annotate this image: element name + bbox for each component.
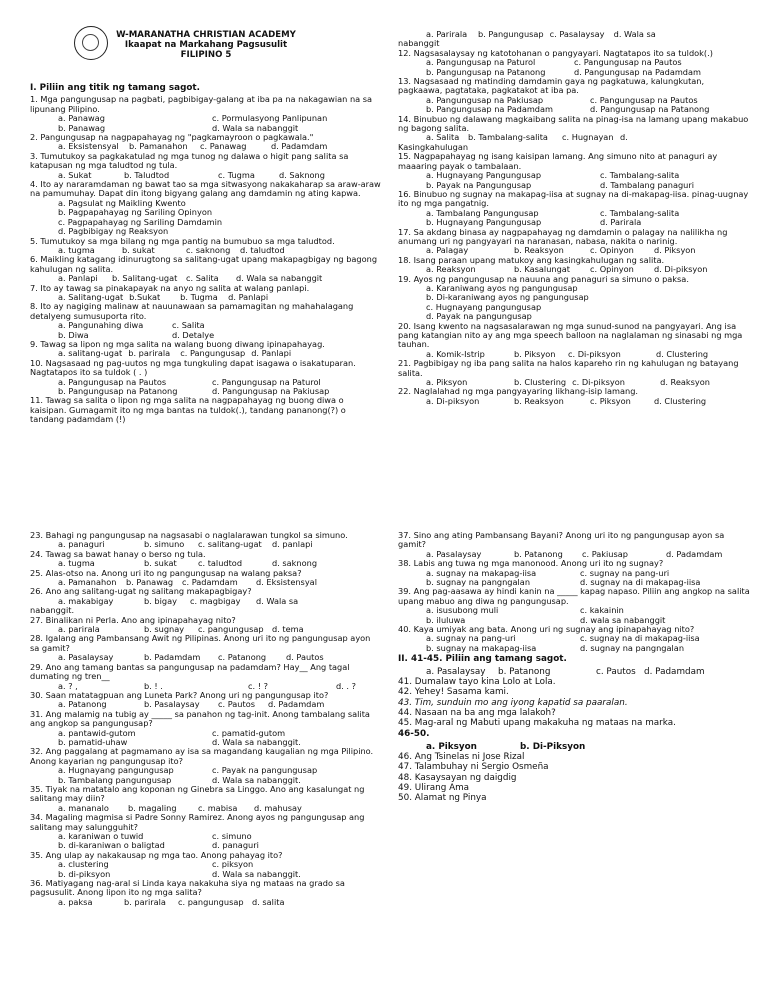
choice-option: a. sugnay na pang-uri: [426, 633, 516, 644]
choice-option: c. Pangungusap na Paturol: [212, 376, 321, 387]
exam-header: [30, 30, 382, 82]
question-line: 13. Nagsasaad ng matinding damdamin gaya ng pagkatuwa, kalungkutan, pagkaawa, pagtataka, pagkatakot at iba pa.: [398, 76, 705, 96]
choice-option: a. isusubong muli: [426, 605, 499, 616]
choice-option: d.: [620, 132, 628, 143]
choice-option: c. Pangungusap na Pautos: [574, 57, 682, 68]
question-line: 31. Ang malamig na tubig ay _____ sa panahon ng tag-init. Anong tambalang salita ang angkop sa pangungusap?: [30, 708, 370, 729]
choice-option: c. Padamdam: [182, 577, 238, 588]
choice-option: d. Padamdam: [644, 666, 705, 677]
question-line: 24. Tawag sa bawat hanay o berso ng tula.: [30, 548, 206, 559]
choice-option: c. Pautos: [596, 666, 636, 677]
column-4-body: [398, 531, 750, 804]
choice-option: d. Saknong: [279, 169, 325, 180]
question-line: 37. Sino ang ating Pambansang Bayani? Anong uri ito ng pangungusap ayon sa gamit?: [398, 530, 725, 550]
choice-option: a. Salita: [426, 132, 460, 143]
choice-option: a. pantawid-gutom: [58, 727, 136, 738]
choice-option: c. Pasalaysay: [549, 29, 605, 39]
question-line: 25. Alas-otso na. Anong uri ito ng pangungusap na walang paksa?: [30, 567, 302, 578]
choices-row: [30, 597, 382, 606]
choice-option: a. Pangunahing diwa: [58, 320, 144, 331]
choice-option: a. Pangungusap na Pakiusap: [426, 94, 544, 105]
choice-option: a. Reaksyon: [426, 264, 476, 275]
choice-option: a. sugnay na makapag-iisa: [426, 567, 537, 578]
choice-option: b. Tugma: [180, 291, 218, 302]
question-line: 20. Isang kwento na nagsasalarawan ng mga sunud-sunod na pangyayari. Ang isa pang katangian nito ay ang mga speech balloon na naglalaman ng sinasabi ng mga tauhan.: [398, 320, 743, 350]
choice-option: a. makabigay: [58, 595, 114, 606]
question-line: 17. Sa akdang binasa ay nagpapahayag ng damdamin o palagay na nalilikha ng anumang uri ng pangyayari na naranasan, nabasa, nakita o narinig.: [398, 226, 728, 246]
choice-option: b. Di-Piksyon: [520, 741, 586, 752]
choice-option: b. Payak na Pangungusap: [426, 179, 532, 190]
choice-option: d. panaguri: [212, 840, 259, 851]
choice-option: c. pamatid-gutom: [212, 727, 286, 738]
question-line: 23. Bahagi ng pangungusap na nagsasabi o naglalarawan tungkol sa simuno.: [30, 530, 348, 540]
choices-row: [398, 397, 750, 406]
choice-option: b. parirala: [124, 896, 166, 907]
column-4: [398, 531, 750, 804]
choice-option: c. Pagpapahayag ng Sariling Damdamin: [58, 216, 223, 227]
choice-option: a. Panawag: [58, 113, 105, 124]
question-line: 40. Kaya umiyak ang bata. Anong uri ng sugnay ang ipinapahayag nito?: [398, 624, 695, 635]
choice-option: a. mananalo: [58, 802, 109, 813]
choice-option: a. Patanong: [58, 699, 107, 710]
choice-option: d. Di-piksyon: [654, 264, 708, 275]
choices-row: [398, 644, 750, 653]
question-line: 41. Dumalaw tayo kina Lolo at Lola.: [398, 676, 556, 687]
choices-row: [398, 742, 750, 752]
question-line: 29. Ano ang tamang bantas sa pangungusap na padamdam? Hay__ Ang tagal dumating ng tren__: [30, 661, 350, 682]
choice-option: b. Patanong: [498, 666, 551, 677]
choice-option: c. salitang-ugat: [198, 539, 262, 550]
question-line: 26. Ano ang salitang-ugat ng salitang makapagbigay?: [30, 586, 252, 597]
choice-option: a. panaguri: [58, 539, 105, 550]
choice-option: d. Padamdam: [666, 548, 723, 559]
question-line: 47. Talambuhay ni Sergio Osmeña: [398, 762, 549, 773]
choice-option: a. Di-piksyon: [426, 395, 480, 406]
choice-option: d. Detalye: [172, 329, 215, 340]
choice-option: c. Salita: [186, 273, 219, 284]
choice-option: a. tugma: [58, 244, 95, 255]
choice-option: d. Wala sa nabanggit.: [212, 774, 301, 785]
choice-option: d. Panlapi: [251, 348, 292, 359]
choice-option: a. Piksyon: [426, 377, 468, 388]
choice-option: a. karaniwan o tuwid: [58, 831, 144, 841]
choice-option: a. ? ,: [58, 680, 78, 691]
choice-option: d. saknong: [272, 558, 318, 569]
choice-option: c. Di-piksyon: [572, 377, 625, 388]
question-line: Kasingkahulugan: [398, 141, 469, 152]
choice-option: d. Wala sa nabanggit: [212, 122, 299, 133]
choice-option: a. Salitang-ugat: [58, 291, 124, 302]
choice-option: c. Tambalang-salita: [600, 207, 680, 218]
choice-option: a. clustering: [58, 859, 109, 870]
choice-option: d. Piksyon: [654, 245, 696, 256]
choice-option: d. Wala sa nabanggit: [236, 273, 323, 284]
question-line: 6. Maikling katagang idinurugtong sa salitang-ugat upang makapagbigay ng bagong kahulugan ng salita.: [30, 254, 378, 274]
question-line: 15. Nagpapahayag ng isang kaisipan lamang. Ang simuno nito at panaguri ay maaaring payak o tambalaan.: [398, 151, 718, 171]
choice-option: b. Pangungusap na Patanong: [426, 66, 546, 77]
choice-option: b. sukat: [144, 558, 177, 569]
choice-option: d. salita: [252, 896, 285, 907]
choice-option: a. Tambalang Pangungusap: [426, 207, 539, 218]
choice-option: c. Tugma: [218, 169, 255, 180]
choice-option: b. Reaksyon: [514, 245, 564, 256]
school-seal-icon: [74, 26, 108, 60]
question-line: 44. Nasaan na ba ang mga lalakoh?: [398, 707, 556, 718]
choice-option: b. sugnay: [144, 624, 185, 635]
question-line: nabanggit: [398, 38, 440, 49]
question-line: 3. Tumutukoy sa pagkakatulad ng mga tunog ng dalawa o higit pang salita sa katapusan ng mga taludtod ng tula.: [30, 150, 349, 171]
choice-option: d. Clustering: [654, 395, 707, 406]
choice-option: a. Panlapi: [58, 273, 98, 284]
choice-option: c. pangungusap: [198, 624, 264, 635]
choice-option: c. Hugnayang pangungusap: [426, 301, 542, 312]
question-line: 22. Naglalahad ng mga pangyayaring likhang-isip lamang.: [398, 386, 639, 397]
choice-option: d. mahusay: [254, 802, 302, 813]
question-line: 18. Isang paraan upang matukoy ang kasingkahulugan ng salita.: [398, 254, 665, 265]
column-2-body: [398, 30, 750, 406]
column-1: [30, 30, 382, 425]
choice-option: a. Piksyon: [426, 741, 477, 752]
choice-option: b. Clustering: [514, 377, 567, 388]
choice-option: b. bigay: [144, 595, 177, 606]
choice-option: b. Pagpapahayag ng Sariling Opinyon: [58, 207, 213, 218]
choice-option: d. Wala sa: [256, 595, 299, 606]
choice-option: c. kakainin: [580, 605, 624, 616]
question-line: 35. Ang ulap ay nakakausap ng mga tao. Anong pahayag ito?: [30, 849, 283, 860]
choice-option: b. Pangungusap na Patanong: [58, 386, 178, 396]
question-line: 46-50.: [398, 729, 430, 740]
question-line: nabanggit.: [30, 605, 75, 616]
choice-option: c. pangungusap: [178, 896, 244, 907]
choice-option: a. Pasalaysay: [426, 666, 486, 677]
question-line: 43. Tim, sunduin mo ang iyong kapatid sa paaralan.: [398, 697, 628, 708]
choice-option: d. Payak na pangungusap: [426, 311, 532, 322]
choice-option: d. . ?: [336, 680, 356, 691]
choice-option: c. Pormulasyong Panlipunan: [212, 113, 328, 124]
choice-option: a. Pangungusap na Paturol: [426, 57, 536, 68]
question-line: II. 41-45. Piliin ang tamang sagot.: [398, 654, 567, 665]
choice-option: c. Pautos: [218, 699, 255, 710]
choice-option: d. Wala sa nabanggit.: [212, 868, 301, 879]
choice-option: b. magaling: [128, 802, 177, 813]
question-line: 42. Yehey! Sasama kami.: [398, 687, 509, 698]
choice-option: b. sugnay na pangngalan: [426, 577, 531, 588]
choice-option: d. sugnay na di makapag-iisa: [580, 577, 701, 588]
choice-option: c. sugnay na pang-uri: [580, 567, 670, 578]
choice-option: d. Pangungusap na Padamdam: [574, 66, 701, 77]
question-line: 16. Binubuo ng sugnay na makapag-iisa at sugnay na di-makapag-iisa. pinag-uugnay ito ng mga pangatnig.: [398, 188, 749, 209]
question-line: 2. Pangungusap na nagpapahayag ng "pagkamayroon o pagkawala.": [30, 132, 314, 143]
choice-option: a. salitang-ugat: [58, 348, 123, 359]
question-line: 10. Nagsasaad ng pag-uutos ng mga tungkuling dapat isagawa o isakatuparan. Nagtatapos ito sa tuldok ( . ): [30, 357, 356, 378]
choice-option: b. Pangungusap na Padamdam: [426, 104, 553, 115]
question-line: I. Piliin ang titik ng tamang sagot.: [30, 83, 200, 93]
choice-option: a. Pasalaysay: [58, 652, 114, 663]
choice-option: c. Tambalang-salita: [600, 170, 680, 181]
choice-option: d. Padamdam: [268, 699, 325, 710]
exam-title: Ikaapat na Markahang Pagsusulit: [124, 40, 288, 50]
choice-option: d. wala sa nabanggit: [580, 614, 666, 625]
choice-option: b. Pamanahon: [129, 141, 188, 152]
choice-option: c. Hugnayan: [562, 132, 614, 143]
choice-option: d. sugnay na pangngalan: [580, 642, 685, 653]
choice-option: b. Panawag: [58, 122, 106, 133]
choice-option: b. Patanong: [514, 548, 563, 559]
choice-option: a. tugma: [58, 558, 95, 569]
choice-option: b. Diwa: [58, 329, 89, 340]
choice-option: d. Clustering: [656, 348, 709, 359]
choice-option: a. Karaniwang ayos ng pangungusap: [426, 282, 578, 293]
choice-option: b. Taludtod: [124, 169, 170, 180]
choice-option: d. Wala sa nabanggit.: [212, 736, 301, 747]
choice-option: c. Salita: [172, 320, 205, 331]
question-line: 49. Ulirang Ama: [398, 783, 470, 794]
question-line: 45. Mag-aral ng Mabuti upang makakuha ng mataas na marka.: [398, 718, 676, 729]
choices-row: [398, 30, 750, 39]
choice-option: b. Piksyon: [514, 348, 556, 359]
choice-option: b. parirala: [128, 348, 171, 359]
choice-option: d. Eksistensyal: [256, 577, 317, 588]
choice-option: b. Hugnayang Pangungusap: [426, 217, 542, 228]
choice-option: b. Pasalaysay: [144, 699, 200, 710]
choice-option: d. tema: [272, 624, 304, 635]
choice-option: b.Sukat: [129, 291, 161, 302]
question-line: 30. Saan matatagpuan ang Luneta Park? Anong uri ng pangungusap ito?: [30, 689, 329, 700]
choice-option: b. Salitang-ugat: [112, 273, 178, 284]
choice-option: c. taludtod: [198, 558, 243, 569]
question-line: 38. Labis ang tuwa ng mga manonood. Anong uri ito ng sugnay?: [398, 558, 664, 569]
choice-option: c. magbigay: [190, 595, 241, 606]
question-line: 19. Ayos ng pangungusap na nauuna ang panaguri sa simuno o paksa.: [398, 273, 689, 284]
subject-title: FILIPINO 5: [180, 50, 232, 60]
question-line: 9. Tawag sa lipon ng mga salita na walang buong diwang ipinapahayag.: [30, 338, 325, 349]
choice-option: c. Opinyon: [590, 245, 634, 256]
question-line: 12. Nagsasalaysay ng katotohanan o pangyayari. Nagtatapos ito sa tuldok(.): [398, 47, 713, 58]
choice-option: b. di-karaniwan o baligtad: [58, 840, 165, 851]
choice-option: a. Hugnayang Pangungusap: [426, 170, 542, 181]
question-line: 4. Ito ay nararamdaman ng bawat tao sa mga sitwasyong nakakaharap sa araw-araw na pamumuhay. Dapat din itong bigyang galang ang damdamin ng ating kapwa.: [30, 179, 381, 199]
choice-option: c. Pangungusap na Pautos: [590, 94, 698, 105]
choice-option: c. saknong: [186, 244, 231, 255]
choice-option: b. di-piksyon: [58, 868, 111, 879]
choice-option: b. Pangungusap: [478, 29, 544, 39]
choice-option: d. Pangungusap na Patanong: [590, 104, 710, 115]
question-line: 8. Ito ay nagiging malinaw at nauunawaan sa pamamagitan ng mahahalagang detalyeng sumusuporta rito.: [30, 301, 354, 321]
question-line: 28. Igalang ang Pambansang Awit ng Pilipinas. Anong uri ito ng pangungusap ayon sa gamit?: [30, 633, 371, 653]
choice-option: d. taludtod: [240, 244, 285, 255]
choice-option: b. Tambalang pangungusap: [58, 774, 172, 785]
school-name: W-MARANATHA CHRISTIAN ACADEMY: [116, 30, 296, 40]
choice-option: d. Pangungusap na Pakiusap: [212, 386, 330, 396]
choice-option: b. ! .: [144, 680, 163, 691]
choice-option: c. simuno: [212, 831, 252, 841]
choice-option: a. Pagsulat ng Maikling Kwento: [58, 197, 186, 208]
choice-option: c. ! ?: [248, 680, 268, 691]
choice-option: d. panlapi: [272, 539, 313, 550]
question-line: 1. Mga pangungusap na pagbati, pagbibigay-galang at iba pa na nakagawian na sa lipunang Pilipino.: [30, 94, 373, 114]
choice-option: a. parirala: [58, 624, 100, 635]
choice-option: d. Pagbibigay ng Reaksyon: [58, 226, 169, 237]
question-line: 7. Ito ay tawag sa pinakapayak na anyo ng salita at walang panlapi.: [30, 282, 310, 293]
question-line: 50. Alamat ng Pinya: [398, 793, 487, 804]
question-line: 35. Tiyak na matatalo ang koponan ng Ginebra sa Linggo. Ano ang kasalungat ng salitang may diin?: [30, 783, 365, 804]
question-line: 36. Matiyagang nag-aral si Linda kaya nakakuha siya ng mataas na grado sa pagsusulit. Anong lipon ito ng mga salita?: [30, 878, 345, 898]
choices-row: [30, 898, 382, 907]
question-line: 5. Tumutukoy sa mga bilang ng mga pantig na bumubuo sa mga taludtod.: [30, 235, 335, 246]
question-line: 21. Pagbibigay ng iba pang salita na halos kapareho rin ng kahulugan ng batayang salita.: [398, 358, 739, 378]
choice-option: b. Panawag: [126, 577, 174, 588]
question-line: 34. Magaling magmisa si Padre Sonny Ramirez. Anong ayos ng pangungusap ang salitang may salungguhit?: [30, 812, 365, 832]
choice-option: c. Di-piksyon: [568, 348, 621, 359]
column-3: [30, 531, 382, 907]
choice-option: c. sugnay na di makapag-iisa: [580, 633, 700, 644]
choice-option: b. Tambalang-salita: [468, 132, 548, 143]
choice-option: a. Pangungusap na Pautos: [58, 376, 167, 387]
column-1-body: [30, 84, 382, 425]
choice-option: a. Sukat: [58, 169, 92, 180]
choice-option: a. Komik-Istrip: [426, 348, 485, 359]
column-2: [398, 30, 750, 406]
choice-option: b. Reaksyon: [514, 395, 564, 406]
choice-option: b. sugnay na makapag-iisa: [426, 642, 537, 653]
choice-option: b. Padamdam: [144, 652, 201, 663]
question-line: 48. Kasaysayan ng daigdig: [398, 772, 517, 783]
choice-option: c. Pangungusap: [180, 348, 246, 359]
choice-option: a. Pasalaysay: [426, 548, 482, 559]
column-3-body: [30, 531, 382, 907]
choice-option: b. sukat: [122, 244, 155, 255]
question-line: 27. Binalikan ni Perla. Ano ang ipinapahayag nito?: [30, 614, 236, 625]
choice-option: b. simuno: [144, 539, 185, 550]
choice-option: a. Pamanahon: [58, 577, 117, 588]
choice-option: b. iluluwa: [426, 614, 466, 625]
choice-option: b. pamatid-uhaw: [58, 736, 128, 747]
choice-option: b. Kasalungat: [514, 264, 571, 275]
choice-option: c. Patanong: [218, 652, 267, 663]
choice-option: b. Di-karaniwang ayos ng pangungusap: [426, 292, 589, 303]
choice-option: a. Palagay: [426, 245, 469, 256]
choice-option: a. paksa: [58, 896, 93, 907]
choice-option: d. Tambalang panaguri: [600, 179, 694, 190]
choice-option: a. Hugnayang pangungusap: [58, 765, 174, 776]
choice-option: c. Payak na pangungusap: [212, 765, 318, 776]
choice-option: c. Panawag: [200, 141, 247, 152]
choice-option: d. Padamdam: [271, 141, 328, 152]
choice-option: c. Piksyon: [590, 395, 631, 406]
choice-option: d. Reaksyon: [660, 377, 710, 388]
question-line: 39. Ang pag-aasawa ay hindi kanin na _____ kapag napaso. Piliin ang angkop na salita upang mabuo ang diwa ng pangungusap.: [398, 586, 750, 606]
choice-option: c. piksyon: [212, 859, 254, 870]
choice-option: c. mabisa: [198, 802, 238, 813]
choice-option: d. Panlapi: [228, 291, 269, 302]
choice-option: d. Parirala: [600, 217, 642, 228]
question-line: 11. Tawag sa salita o lipon ng mga salita na nagpapahayag ng buong diwa o kaisipan. Gumagamit ito ng mga bantas na tuldok(.), tandang pananong(?) o tandang padamdam (!): [30, 395, 346, 425]
choice-option: c. Pakiusap: [582, 548, 628, 559]
question-line: 14. Binubuo ng dalawang magkaibang salita na pinag-isa na lamang upang makabuo ng bagong salita.: [398, 113, 749, 134]
question-line: 32. Ang paggalang at pagmamano ay isa sa magandang kaugalian ng mga Pilipino. Anong kayarian ng pangungusap ito?: [30, 746, 374, 766]
choice-option: c. Opinyon: [590, 264, 634, 275]
question-line: 46. Ang Tsinelas ni Jose Rizal: [398, 752, 525, 763]
choice-option: a. Parirala: [426, 29, 468, 39]
choice-option: a. Eksistensyal: [58, 141, 119, 152]
choice-option: d. Wala sa: [613, 29, 656, 39]
choices-row: [398, 667, 750, 677]
choice-option: d. Pautos: [286, 652, 324, 663]
